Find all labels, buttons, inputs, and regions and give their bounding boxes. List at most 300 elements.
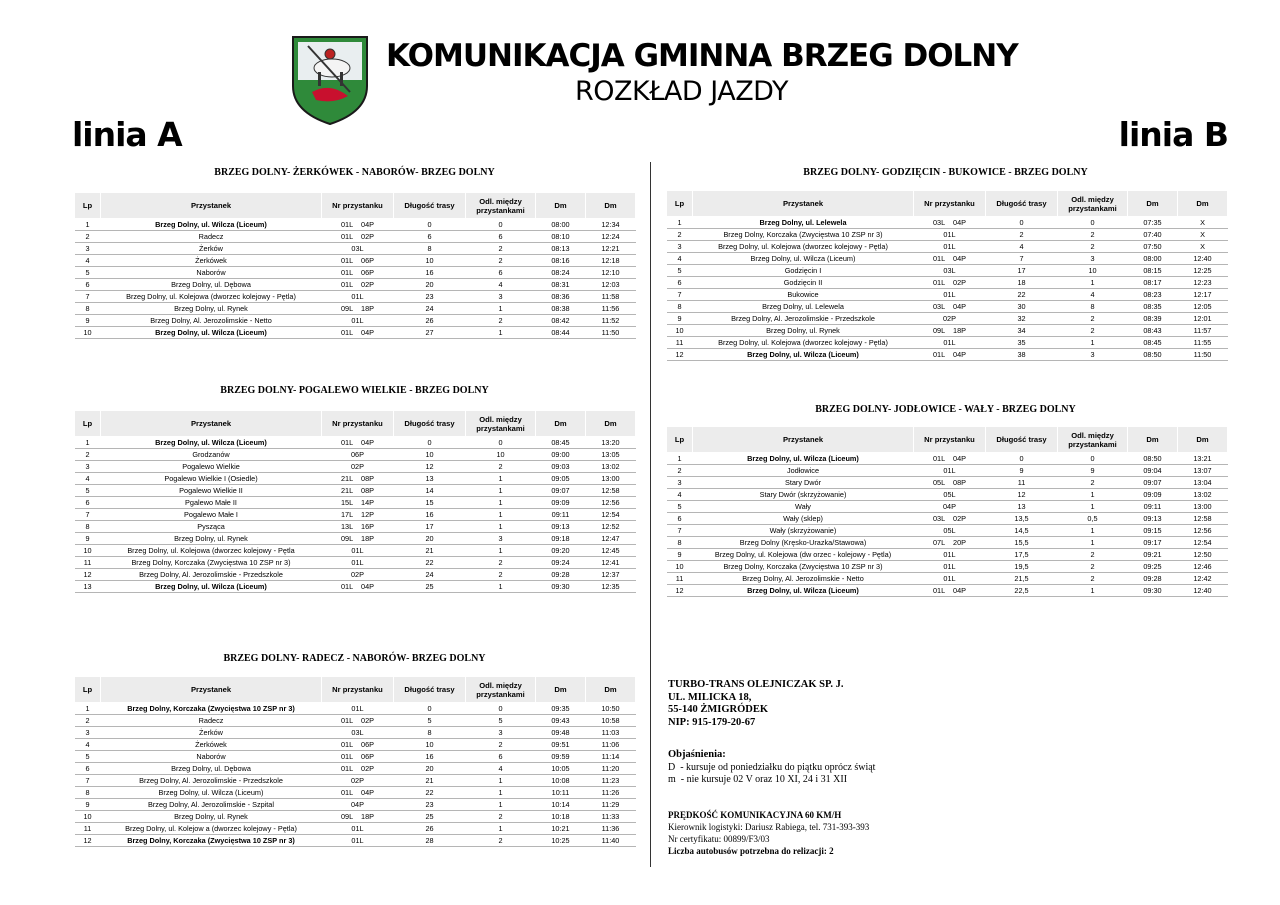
cell-dm-1: 09:00: [536, 449, 586, 461]
cell-dm-2: 12:40: [1178, 585, 1228, 597]
cell-distance: 5: [466, 715, 536, 727]
cell-route-length: 13: [394, 473, 466, 485]
table-row: [667, 229, 1228, 241]
cell-dm-2: 11:36: [586, 823, 636, 835]
cell-stop-no: 04P: [322, 799, 394, 811]
cell-distance: 1: [466, 303, 536, 315]
cell-stop: Wały: [693, 501, 914, 513]
cell-lp: 6: [75, 497, 101, 509]
cell-stop-no: 01L 04P: [322, 581, 394, 593]
cell-stop: Brzeg Dolny, ul. Wilcza (Liceum): [101, 219, 322, 231]
cell-dm-2: 11:29: [586, 799, 636, 811]
cell-stop-no: 04P: [914, 501, 986, 513]
cell-lp: 10: [75, 811, 101, 823]
cell-distance: 2: [1058, 241, 1128, 253]
cell-stop-no: 05L 08P: [914, 477, 986, 489]
cell-dm-2: X: [1178, 229, 1228, 241]
table-header-row: [75, 193, 636, 219]
cell-distance: 4: [1058, 289, 1128, 301]
cell-distance: 0: [466, 703, 536, 715]
cell-distance: 9: [1058, 465, 1128, 477]
cell-dm-1: 10:14: [536, 799, 586, 811]
cell-dm-2: 12:05: [1178, 301, 1228, 313]
cell-lp: 6: [667, 513, 693, 525]
cell-stop-no: 01L 04P: [322, 327, 394, 339]
table-row: [75, 243, 636, 255]
column-header-col-lp: Lp: [75, 677, 101, 703]
cell-route-length: 25: [394, 581, 466, 593]
column-header-col-dm-1: Dm: [536, 677, 586, 703]
column-divider: [650, 162, 651, 867]
cell-distance: 2: [466, 835, 536, 847]
cell-stop: Pogalewo Małe I: [101, 509, 322, 521]
cell-lp: 7: [667, 525, 693, 537]
cell-stop-no: 01L: [322, 315, 394, 327]
cell-dm-2: X: [1178, 241, 1228, 253]
cell-stop: Godzięcin I: [693, 265, 914, 277]
cell-lp: 10: [667, 325, 693, 337]
column-header-col-dm-1: Dm: [536, 411, 586, 437]
cell-lp: 3: [75, 461, 101, 473]
column-header-col-distance: Odl. między przystankami: [466, 677, 536, 703]
column-header-col-route-length: Długość trasy: [394, 677, 466, 703]
table-row: [75, 279, 636, 291]
cell-dm-1: 09:17: [1128, 537, 1178, 549]
cell-dm-1: 08:45: [536, 437, 586, 449]
cell-distance: 1: [466, 327, 536, 339]
cell-distance: 6: [466, 267, 536, 279]
cell-dm-2: 11:06: [586, 739, 636, 751]
cell-stop-no: 01L 04P: [914, 253, 986, 265]
cell-stop: Stary Dwór: [693, 477, 914, 489]
table-row: [75, 521, 636, 533]
cell-stop: Brzeg Dolny, ul. Wilcza (Liceum): [101, 787, 322, 799]
cell-lp: 2: [667, 229, 693, 241]
commercial-speed: PRĘDKOŚĆ KOMUNIKACYJNA 60 KM/H: [668, 810, 842, 820]
note-d: D - kursuje od poniedziałku do piątku oprócz świąt: [668, 762, 876, 773]
company-city: 55-140 ŻMIGRÓDEK: [668, 704, 769, 715]
cell-distance: 10: [466, 449, 536, 461]
cell-distance: 2: [1058, 313, 1128, 325]
cell-route-length: 0: [394, 703, 466, 715]
cell-distance: 1: [466, 545, 536, 557]
table-row: [75, 267, 636, 279]
column-header-col-dm-1: Dm: [1128, 427, 1178, 453]
cell-stop-no: 03L: [914, 265, 986, 277]
cell-route-length: 2: [986, 229, 1058, 241]
cell-stop-no: 01L: [322, 835, 394, 847]
cell-lp: 12: [75, 835, 101, 847]
cell-route-length: 13,5: [986, 513, 1058, 525]
cell-dm-2: 11:03: [586, 727, 636, 739]
cell-dm-1: 08:42: [536, 315, 586, 327]
cell-distance: 1: [1058, 585, 1128, 597]
table-row: [667, 585, 1228, 597]
cell-stop-no: 21L 08P: [322, 473, 394, 485]
cell-stop: Żerków: [101, 243, 322, 255]
cell-route-length: 24: [394, 303, 466, 315]
column-header-col-stop-no: Nr przystanku: [322, 677, 394, 703]
cell-lp: 5: [667, 501, 693, 513]
cell-route-length: 20: [394, 279, 466, 291]
cell-stop: Żerków: [101, 727, 322, 739]
cell-dm-2: 10:58: [586, 715, 636, 727]
cell-dm-1: 09:28: [536, 569, 586, 581]
cell-route-length: 17,5: [986, 549, 1058, 561]
table-row: [75, 303, 636, 315]
cell-dm-2: 12:56: [586, 497, 636, 509]
cell-lp: 2: [75, 231, 101, 243]
table-row: [667, 265, 1228, 277]
cell-distance: 1: [1058, 489, 1128, 501]
cell-stop-no: 01L 04P: [322, 219, 394, 231]
table-row: [75, 715, 636, 727]
table-row: [75, 787, 636, 799]
cell-stop: Pogalewo Wielkie II: [101, 485, 322, 497]
cell-dm-2: 11:50: [1178, 349, 1228, 361]
cell-dm-2: 12:10: [586, 267, 636, 279]
cell-lp: 5: [75, 751, 101, 763]
cell-dm-2: 12:46: [1178, 561, 1228, 573]
cell-stop-no: 01L 04P: [322, 437, 394, 449]
cell-distance: 2: [466, 557, 536, 569]
page-title: KOMUNIKACJA GMINNA BRZEG DOLNY: [386, 38, 1018, 74]
notes-heading: Objaśnienia:: [668, 749, 726, 760]
cell-stop-no: 02P: [914, 313, 986, 325]
column-header-col-stop-no: Nr przystanku: [322, 411, 394, 437]
cell-stop: Grodzanów: [101, 449, 322, 461]
cell-dm-1: 08:00: [1128, 253, 1178, 265]
logistics-manager: Kierownik logistyki: Dariusz Rabiega, tel. 731-393-393: [668, 822, 870, 832]
cell-stop: Brzeg Dolny, ul. Lelewela: [693, 301, 914, 313]
cell-dm-1: 10:21: [536, 823, 586, 835]
cell-dm-1: 09:30: [536, 581, 586, 593]
cell-dm-2: 13:20: [586, 437, 636, 449]
table-row: [75, 315, 636, 327]
cell-dm-2: 13:04: [1178, 477, 1228, 489]
cell-distance: 0: [1058, 453, 1128, 465]
cell-dm-1: 09:21: [1128, 549, 1178, 561]
cell-stop: Brzeg Dolny, ul. Lelewela: [693, 217, 914, 229]
cell-stop-no: 01L 06P: [322, 739, 394, 751]
cell-dm-1: 08:23: [1128, 289, 1178, 301]
cell-stop-no: 01L: [322, 291, 394, 303]
cell-lp: 10: [667, 561, 693, 573]
cell-dm-1: 08:36: [536, 291, 586, 303]
cell-dm-1: 08:16: [536, 255, 586, 267]
table-row: [667, 337, 1228, 349]
cell-route-length: 30: [986, 301, 1058, 313]
cell-route-length: 0: [986, 217, 1058, 229]
cell-stop-no: 09L 18P: [914, 325, 986, 337]
table-row: [75, 835, 636, 847]
table-row: [667, 561, 1228, 573]
cell-route-length: 10: [394, 739, 466, 751]
cell-stop: Godzięcin II: [693, 277, 914, 289]
cell-stop: Brzeg Dolny, Korczaka (Zwycięstwa 10 ZSP nr 3): [101, 557, 322, 569]
line-a-label: linia A: [72, 115, 182, 154]
cell-stop: Brzeg Dolny, ul. Wilcza (Liceum): [693, 453, 914, 465]
cell-dm-2: 13:00: [1178, 501, 1228, 513]
table-row: [75, 557, 636, 569]
table-row: [75, 473, 636, 485]
column-header-col-dm-2: Dm: [586, 677, 636, 703]
column-header-col-dm-2: Dm: [1178, 191, 1228, 217]
cell-lp: 5: [667, 265, 693, 277]
cell-distance: 2: [466, 811, 536, 823]
cell-distance: 4: [466, 763, 536, 775]
cell-dm-1: 09:05: [536, 473, 586, 485]
table-row: [75, 461, 636, 473]
cell-dm-1: 08:00: [536, 219, 586, 231]
cell-dm-2: 12:54: [1178, 537, 1228, 549]
cell-dm-1: 09:28: [1128, 573, 1178, 585]
cell-route-length: 10: [394, 449, 466, 461]
cell-stop: Pysząca: [101, 521, 322, 533]
cell-stop: Naborów: [101, 751, 322, 763]
cell-route-length: 18: [986, 277, 1058, 289]
cell-lp: 9: [75, 315, 101, 327]
table-row: [75, 485, 636, 497]
cell-stop: Radecz: [101, 231, 322, 243]
company-street: UL. MILICKA 18,: [668, 691, 752, 703]
table-row: [75, 509, 636, 521]
cell-distance: 1: [466, 521, 536, 533]
cell-stop-no: 06P: [322, 449, 394, 461]
cell-stop-no: 01L: [914, 229, 986, 241]
cell-dm-2: 12:50: [1178, 549, 1228, 561]
table-row: [667, 537, 1228, 549]
table-row: [75, 703, 636, 715]
cell-distance: 1: [466, 497, 536, 509]
cell-dm-2: 12:58: [1178, 513, 1228, 525]
cell-distance: 3: [466, 291, 536, 303]
cell-dm-1: 09:18: [536, 533, 586, 545]
cell-lp: 6: [75, 279, 101, 291]
cell-route-length: 34: [986, 325, 1058, 337]
table-row: [75, 497, 636, 509]
route-title-b2: BRZEG DOLNY- JODŁOWICE - WAŁY - BRZEG DOLNY: [815, 404, 1076, 415]
cell-lp: 13: [75, 581, 101, 593]
cell-route-length: 0: [394, 219, 466, 231]
note-m: m - nie kursuje 02 V oraz 10 XI, 24 i 31 XII: [668, 774, 848, 785]
cell-dm-1: 07:35: [1128, 217, 1178, 229]
cell-distance: 1: [466, 787, 536, 799]
cell-route-length: 27: [394, 327, 466, 339]
table-row: [75, 751, 636, 763]
cell-dm-1: 08:39: [1128, 313, 1178, 325]
cell-route-length: 15: [394, 497, 466, 509]
cell-stop-no: 03L: [322, 727, 394, 739]
cell-stop-no: 03L 04P: [914, 301, 986, 313]
column-header-col-route-length: Długość trasy: [986, 427, 1058, 453]
cell-stop: Jodłowice: [693, 465, 914, 477]
cell-lp: 11: [75, 557, 101, 569]
cell-lp: 8: [667, 537, 693, 549]
table-row: [667, 253, 1228, 265]
cell-dm-1: 09:09: [1128, 489, 1178, 501]
cell-stop: Brzeg Dolny, Korczaka (Zwycięstwa 10 ZSP nr 3): [693, 229, 914, 241]
cell-stop-no: 09L 18P: [322, 811, 394, 823]
cell-stop: Brzeg Dolny, Korczaka (Zwycięstwa 10 ZSP nr 3): [101, 835, 322, 847]
cell-dm-1: 09:24: [536, 557, 586, 569]
cell-lp: 5: [75, 485, 101, 497]
cell-stop-no: 01L: [914, 289, 986, 301]
route-title-a2: BRZEG DOLNY- POGALEWO WIELKIE - BRZEG DOLNY: [220, 385, 489, 396]
cell-stop: Brzeg Dolny, ul. Rynek: [693, 325, 914, 337]
table-row: [667, 489, 1228, 501]
cell-stop-no: 01L 02P: [914, 277, 986, 289]
cell-distance: 1: [466, 823, 536, 835]
cell-dm-1: 09:15: [1128, 525, 1178, 537]
cell-lp: 7: [75, 775, 101, 787]
cell-dm-2: 11:23: [586, 775, 636, 787]
cell-dm-1: 09:25: [1128, 561, 1178, 573]
timetable-b2: [666, 426, 1228, 597]
cell-stop: Brzeg Dolny, ul. Wilcza (Liceum): [101, 581, 322, 593]
cell-lp: 8: [75, 787, 101, 799]
cell-distance: 1: [466, 473, 536, 485]
cell-dm-2: 12:56: [1178, 525, 1228, 537]
cell-dm-1: 09:20: [536, 545, 586, 557]
cell-lp: 10: [75, 327, 101, 339]
cell-lp: 3: [667, 477, 693, 489]
cell-dm-2: 12:18: [586, 255, 636, 267]
cell-route-length: 22: [394, 787, 466, 799]
cell-route-length: 22: [986, 289, 1058, 301]
table-row: [75, 231, 636, 243]
cell-dm-1: 09:48: [536, 727, 586, 739]
cell-dm-1: 08:10: [536, 231, 586, 243]
cell-route-length: 15,5: [986, 537, 1058, 549]
cell-dm-2: 13:00: [586, 473, 636, 485]
coat-of-arms-icon: [290, 34, 370, 126]
cell-route-length: 7: [986, 253, 1058, 265]
cell-dm-1: 10:25: [536, 835, 586, 847]
cell-stop-no: 03L 04P: [914, 217, 986, 229]
table-row: [667, 549, 1228, 561]
cell-stop: Brzeg Dolny (Kręsko-Urazka/Stawowa): [693, 537, 914, 549]
cell-route-length: 5: [394, 715, 466, 727]
cell-lp: 6: [75, 763, 101, 775]
cell-distance: 1: [466, 581, 536, 593]
cell-dm-2: 11:40: [586, 835, 636, 847]
cell-dm-1: 07:50: [1128, 241, 1178, 253]
cell-distance: 2: [466, 243, 536, 255]
cell-dm-2: 11:56: [586, 303, 636, 315]
cell-lp: 7: [75, 291, 101, 303]
cell-stop-no: 07L 20P: [914, 537, 986, 549]
cell-dm-2: 12:35: [586, 581, 636, 593]
cell-dm-2: 12:47: [586, 533, 636, 545]
cell-stop: Wały (sklep): [693, 513, 914, 525]
cell-stop: Brzeg Dolny, ul. Wilcza (Liceum): [101, 327, 322, 339]
cell-stop-no: 05L: [914, 489, 986, 501]
cell-dm-2: 12:34: [586, 219, 636, 231]
column-header-col-lp: Lp: [75, 193, 101, 219]
cell-lp: 12: [667, 349, 693, 361]
cell-route-length: 6: [394, 231, 466, 243]
cell-distance: 3: [1058, 349, 1128, 361]
table-row: [75, 449, 636, 461]
cell-distance: 2: [466, 255, 536, 267]
column-header-col-route-length: Długość trasy: [394, 411, 466, 437]
cell-distance: 1: [1058, 525, 1128, 537]
cell-dm-1: 10:08: [536, 775, 586, 787]
cell-distance: 6: [466, 231, 536, 243]
cell-stop: Brzeg Dolny, ul. Rynek: [101, 533, 322, 545]
cell-distance: 10: [1058, 265, 1128, 277]
cell-stop: Stary Dwór (skrzyżowanie): [693, 489, 914, 501]
cell-distance: 1: [1058, 501, 1128, 513]
cell-stop-no: 01L: [914, 573, 986, 585]
cell-dm-2: 12:41: [586, 557, 636, 569]
cell-distance: 1: [1058, 537, 1128, 549]
cell-stop: Brzeg Dolny, Al. Jerozolimskie - Przedszkole: [693, 313, 914, 325]
cell-lp: 3: [667, 241, 693, 253]
cell-stop-no: 01L 06P: [322, 267, 394, 279]
cell-distance: 1: [1058, 277, 1128, 289]
column-header-col-stop: Przystanek: [693, 427, 914, 453]
cell-route-length: 26: [394, 823, 466, 835]
cell-lp: 1: [75, 219, 101, 231]
cell-stop-no: 01L 04P: [322, 787, 394, 799]
cell-route-length: 24: [394, 569, 466, 581]
cell-stop: Brzeg Dolny, Al. Jerozolimskie - Netto: [693, 573, 914, 585]
cell-lp: 8: [75, 303, 101, 315]
cell-lp: 9: [667, 549, 693, 561]
cell-dm-2: 11:33: [586, 811, 636, 823]
column-header-col-stop: Przystanek: [101, 193, 322, 219]
cell-stop-no: 01L 02P: [322, 231, 394, 243]
cell-dm-1: 09:30: [1128, 585, 1178, 597]
cell-dm-2: 12:58: [586, 485, 636, 497]
cell-lp: 4: [667, 489, 693, 501]
timetable-a2: [74, 410, 636, 593]
cell-route-length: 14,5: [986, 525, 1058, 537]
cell-stop: Brzeg Dolny, ul. Rynek: [101, 811, 322, 823]
cell-dm-2: 11:52: [586, 315, 636, 327]
cell-dm-1: 10:05: [536, 763, 586, 775]
column-header-col-stop: Przystanek: [693, 191, 914, 217]
table-row: [667, 513, 1228, 525]
cell-lp: 4: [667, 253, 693, 265]
cell-distance: 8: [1058, 301, 1128, 313]
table-header-row: [75, 677, 636, 703]
cell-dm-2: 12:01: [1178, 313, 1228, 325]
cell-stop: Pogalewo Wielkie: [101, 461, 322, 473]
cell-distance: 0: [466, 437, 536, 449]
cell-route-length: 21: [394, 775, 466, 787]
cell-lp: 4: [75, 255, 101, 267]
cell-dm-2: 11:20: [586, 763, 636, 775]
cell-stop-no: 21L 08P: [322, 485, 394, 497]
cell-route-length: 16: [394, 267, 466, 279]
table-row: [75, 291, 636, 303]
cell-dm-1: 08:45: [1128, 337, 1178, 349]
table-row: [667, 501, 1228, 513]
cell-dm-2: 12:42: [1178, 573, 1228, 585]
cell-stop-no: 02P: [322, 569, 394, 581]
column-header-col-distance: Odl. między przystankami: [1058, 191, 1128, 217]
cell-dm-1: 09:11: [536, 509, 586, 521]
cell-stop: Brzeg Dolny, ul. Wilcza (Liceum): [693, 585, 914, 597]
cell-lp: 12: [75, 569, 101, 581]
cell-dm-1: 09:59: [536, 751, 586, 763]
cell-dm-1: 08:15: [1128, 265, 1178, 277]
cell-dm-1: 09:35: [536, 703, 586, 715]
cell-dm-1: 09:43: [536, 715, 586, 727]
